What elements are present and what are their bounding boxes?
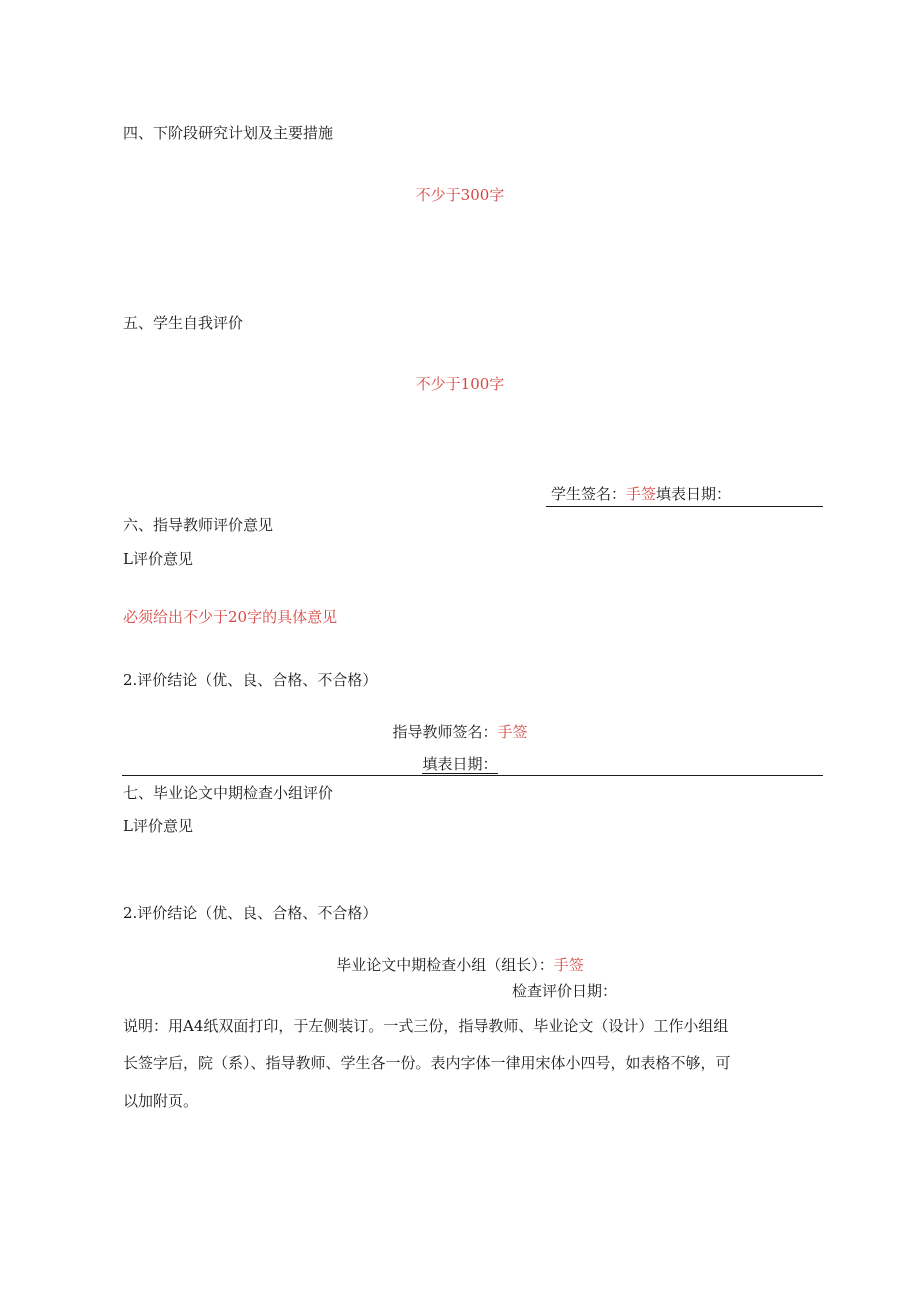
note-line-3: 以加附页。: [123, 1092, 199, 1110]
note-line-1: 说明：用A4纸双面打印，于左侧装订。一式三份，指导教师、毕业论文（设计）工作小组组: [123, 1017, 729, 1035]
teacher-sign-label: 指导教师签名：: [392, 723, 498, 741]
section4-hint: 不少于300字: [415, 186, 505, 204]
teacher-date-line: [0, 754, 920, 774]
group-sign-value: 手签: [553, 956, 584, 974]
section6-item2: 2.评价结论（优、良、合格、不合格）: [123, 671, 378, 689]
group-signature-line: [0, 955, 920, 975]
section5-heading: 五、学生自我评价: [123, 314, 244, 332]
section7-item2: 2.评价结论（优、良、合格、不合格）: [123, 904, 378, 922]
section6-item1: L评价意见: [123, 550, 193, 568]
section7-heading: 七、毕业论文中期检查小组评价: [123, 784, 334, 802]
teacher-date-label: 填表日期：: [422, 755, 498, 773]
group-date-label: 检查评价日期：: [512, 982, 618, 1000]
student-signature-line: [551, 484, 731, 504]
section6-hint: 必须给出不少于20字的具体意见: [123, 608, 338, 626]
group-sign-label: 毕业论文中期检查小组（组长）：: [336, 956, 554, 974]
teacher-sign-value: 手签: [497, 723, 528, 741]
section4-heading: 四、下阶段研究计划及主要措施: [123, 124, 334, 142]
section6-divider: [122, 775, 823, 776]
student-sign-label: 学生签名：: [551, 485, 627, 503]
note-line-2: 长签字后，院（系）、指导教师、学生各一份。表内字体一律用宋体小四号，如表格不够，可: [123, 1054, 731, 1072]
section5-hint: 不少于100字: [415, 375, 505, 393]
section7-item1: L评价意见: [123, 817, 193, 835]
student-sign-value: 手签: [626, 485, 657, 503]
student-signature-underline: [546, 506, 823, 507]
student-date-label: 填表日期：: [656, 485, 732, 503]
teacher-signature-line: [0, 722, 920, 742]
section6-heading: 六、指导教师评价意见: [123, 516, 274, 534]
